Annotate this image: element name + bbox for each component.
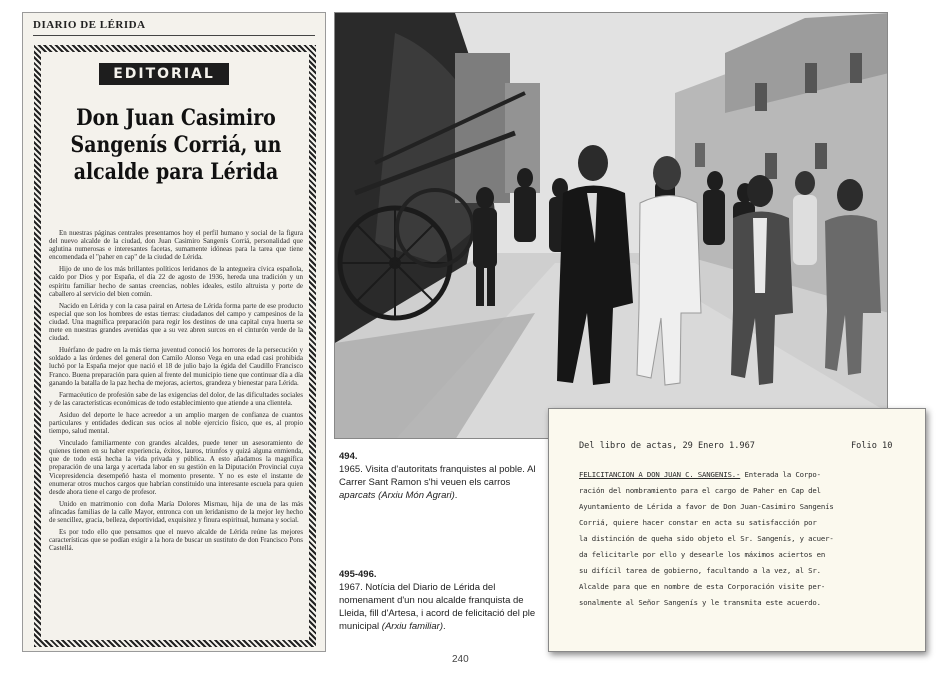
caption-source: aparcats (Arxiu Món Agrari) [339, 490, 455, 501]
newspaper-clipping [22, 12, 326, 652]
editorial-paragraph: Hijo de uno de los más brillantes políticos leridanos de la antegueira cívica española, caído por Dios y por España, el día 22 de agosto de 1936, hereda una tradición y un espíritu familiar hecho de santas creencias, nobles ideales, estilo altruista y porte de caballero al servicio del bien común. [49, 265, 303, 298]
editorial-paragraph: Vinculado familiarmente con grandes alcaldes, puede tener un asesoramiento de quienes tienen en su haber experiencia, éxitos, lauros, triunfos y quizá alguna enmienda, que de todo está hecha la vida privada y pública. A esto añadamos la magnífica preparación de una larga y acertada labor en su gestión en la Diputación Provincial cuya Vicepresidencia desempeñó hasta el momento presente. Y no es este el instante de enumerar otros muchos cargos que habrían constituido una interesante escuela para quien desde ahora tiene el cargo de profesor. [49, 439, 303, 496]
caption-body: 1967. Notícia del Diario de Lérida del nomenament d'un nou alcalde franquista de Lleida, fill d'Artesa, i acord de felicitació del ple municipal [339, 582, 536, 632]
minutes-title: FELICITANCION A DON JUAN C. SANGENIS.- [579, 470, 741, 479]
caption-tail: . [454, 490, 458, 501]
minutes-line: su difícil tarea de gobierno, facultando a la vez, al Sr. [579, 566, 821, 575]
historic-photo [334, 12, 888, 439]
minutes-line: Enterada la Corpo- [740, 470, 821, 479]
caption-body: 1965. Visita d'autoritats franquistes al poble. Al Carrer Sant Ramon s'hi veuen els carros [339, 464, 536, 488]
minutes-line: da felicitarle por ello y desearle los máximos aciertos en [579, 550, 826, 559]
minutes-line: Corriá, quiere hacer constar en acta su satisfacción por [579, 518, 817, 527]
minutes-line: la distinción de queha sido objeto el Sr. Sangenís, y acuer- [579, 534, 834, 543]
minutes-line: Alcalde para que en nombre de esta Corporación visite per- [579, 582, 826, 591]
masthead-rule [33, 35, 315, 36]
editorial-headline: Don Juan Casimiro Sangenís Corriá, un alcalde para Lérida [70, 105, 282, 185]
minutes-line: sonalmente al Señor Sangenís y le transmita este acuerdo. [579, 598, 821, 607]
minutes-line: Ayuntamiento de Lérida a favor de Don Juan-Casimiro Sangenís [579, 502, 834, 511]
caption-text [339, 581, 539, 633]
minutes-document [548, 408, 926, 652]
editorial-body [49, 229, 303, 556]
page-number: 240 [452, 654, 469, 665]
editorial-paragraph: Asiduo del deporte le hace acreedor a un amplio margen de confianza de cuantos particulares y entidades dedican sus ocios al noble ejercicio físico, que es, al propio tiempo, salud mental. [49, 410, 303, 436]
editorial-paragraph: Es por todo ello que pensamos que el nuevo alcalde de Lérida reúne las mejores características que se podían exigir a la hora de buscar un sustituto de don Francisco Pons Castellá. [49, 528, 303, 553]
editorial-paragraph: Nacido en Lérida y con la casa pairal en Artesa de Lérida forma parte de ese producto especial que son los hombres de estas tierras: ciudadanos del campo y campesinos de la ciudad. Una magnífica preparación para regir los destinos de una capital cuya huerta se mete en nuestras grandes avenidas que a su vez abren surcos en el cinturón verde de la ciudad. [49, 301, 303, 343]
editorial-label: EDITORIAL [99, 63, 229, 85]
photo-caption-495-496 [339, 568, 539, 633]
caption-text [339, 463, 539, 502]
minutes-heading: Del libro de actas, 29 Enero 1.967 [579, 441, 755, 451]
editorial-paragraph: Unido en matrimonio con doña María Dolores Misrnau, hija de una de las más afincadas familias de la calle Mayor, entronca con un leridanismo de la mejor ley hecho de sencillez, gracia, belleza, deportividad, exquisitez y finura espiritual, humana y social. [49, 499, 303, 524]
caption-number: 494. [339, 451, 358, 462]
street-scene-illustration [335, 13, 888, 439]
caption-tail: . [443, 621, 446, 632]
caption-source: (Arxiu familiar) [381, 621, 444, 632]
minutes-folio: Folio 10 [851, 441, 893, 451]
minutes-line: ración del nombramiento para el cargo de Paher en Cap del [579, 486, 821, 495]
minutes-body [579, 467, 909, 611]
newspaper-masthead: DIARIO DE LÉRIDA [33, 19, 146, 31]
editorial-paragraph: En nuestras páginas centrales presentamos hoy el perfil humano y social de la figura del nuevo alcalde de la ciudad, don Juan Casimiro Sangenís Corriá, personalidad que aglutina numerosas e interesantes facetas, sumamente idóneas para la tarea que tiene encomendada el "paher en cap" de la ciudad de Lérida. [49, 229, 303, 262]
editorial-paragraph: Huérfano de padre en la más tierna juventud conoció los horrores de la persecución y soldado a las órdenes del general don Camilo Alonso Vega en una edad casi prohibida luchó por la España mejor que nació el 18 de julio bajo la égida del Caudillo Francisco Franco. Buena preparación para quien al frente del municipio tiene que continuar día a día ganando la batalla de la paz hecha de mejoras, aciertos, grandeza y bienestar para Lérida. [49, 346, 303, 387]
editorial-paragraph: Farmacéutico de profesión sabe de las exigencias del dolor, de las dificultades sociales y de las características económicas de todo establecimiento que atiende a una clientela. [49, 390, 303, 407]
photo-caption-494 [339, 450, 539, 502]
caption-number: 495-496. [339, 569, 377, 580]
